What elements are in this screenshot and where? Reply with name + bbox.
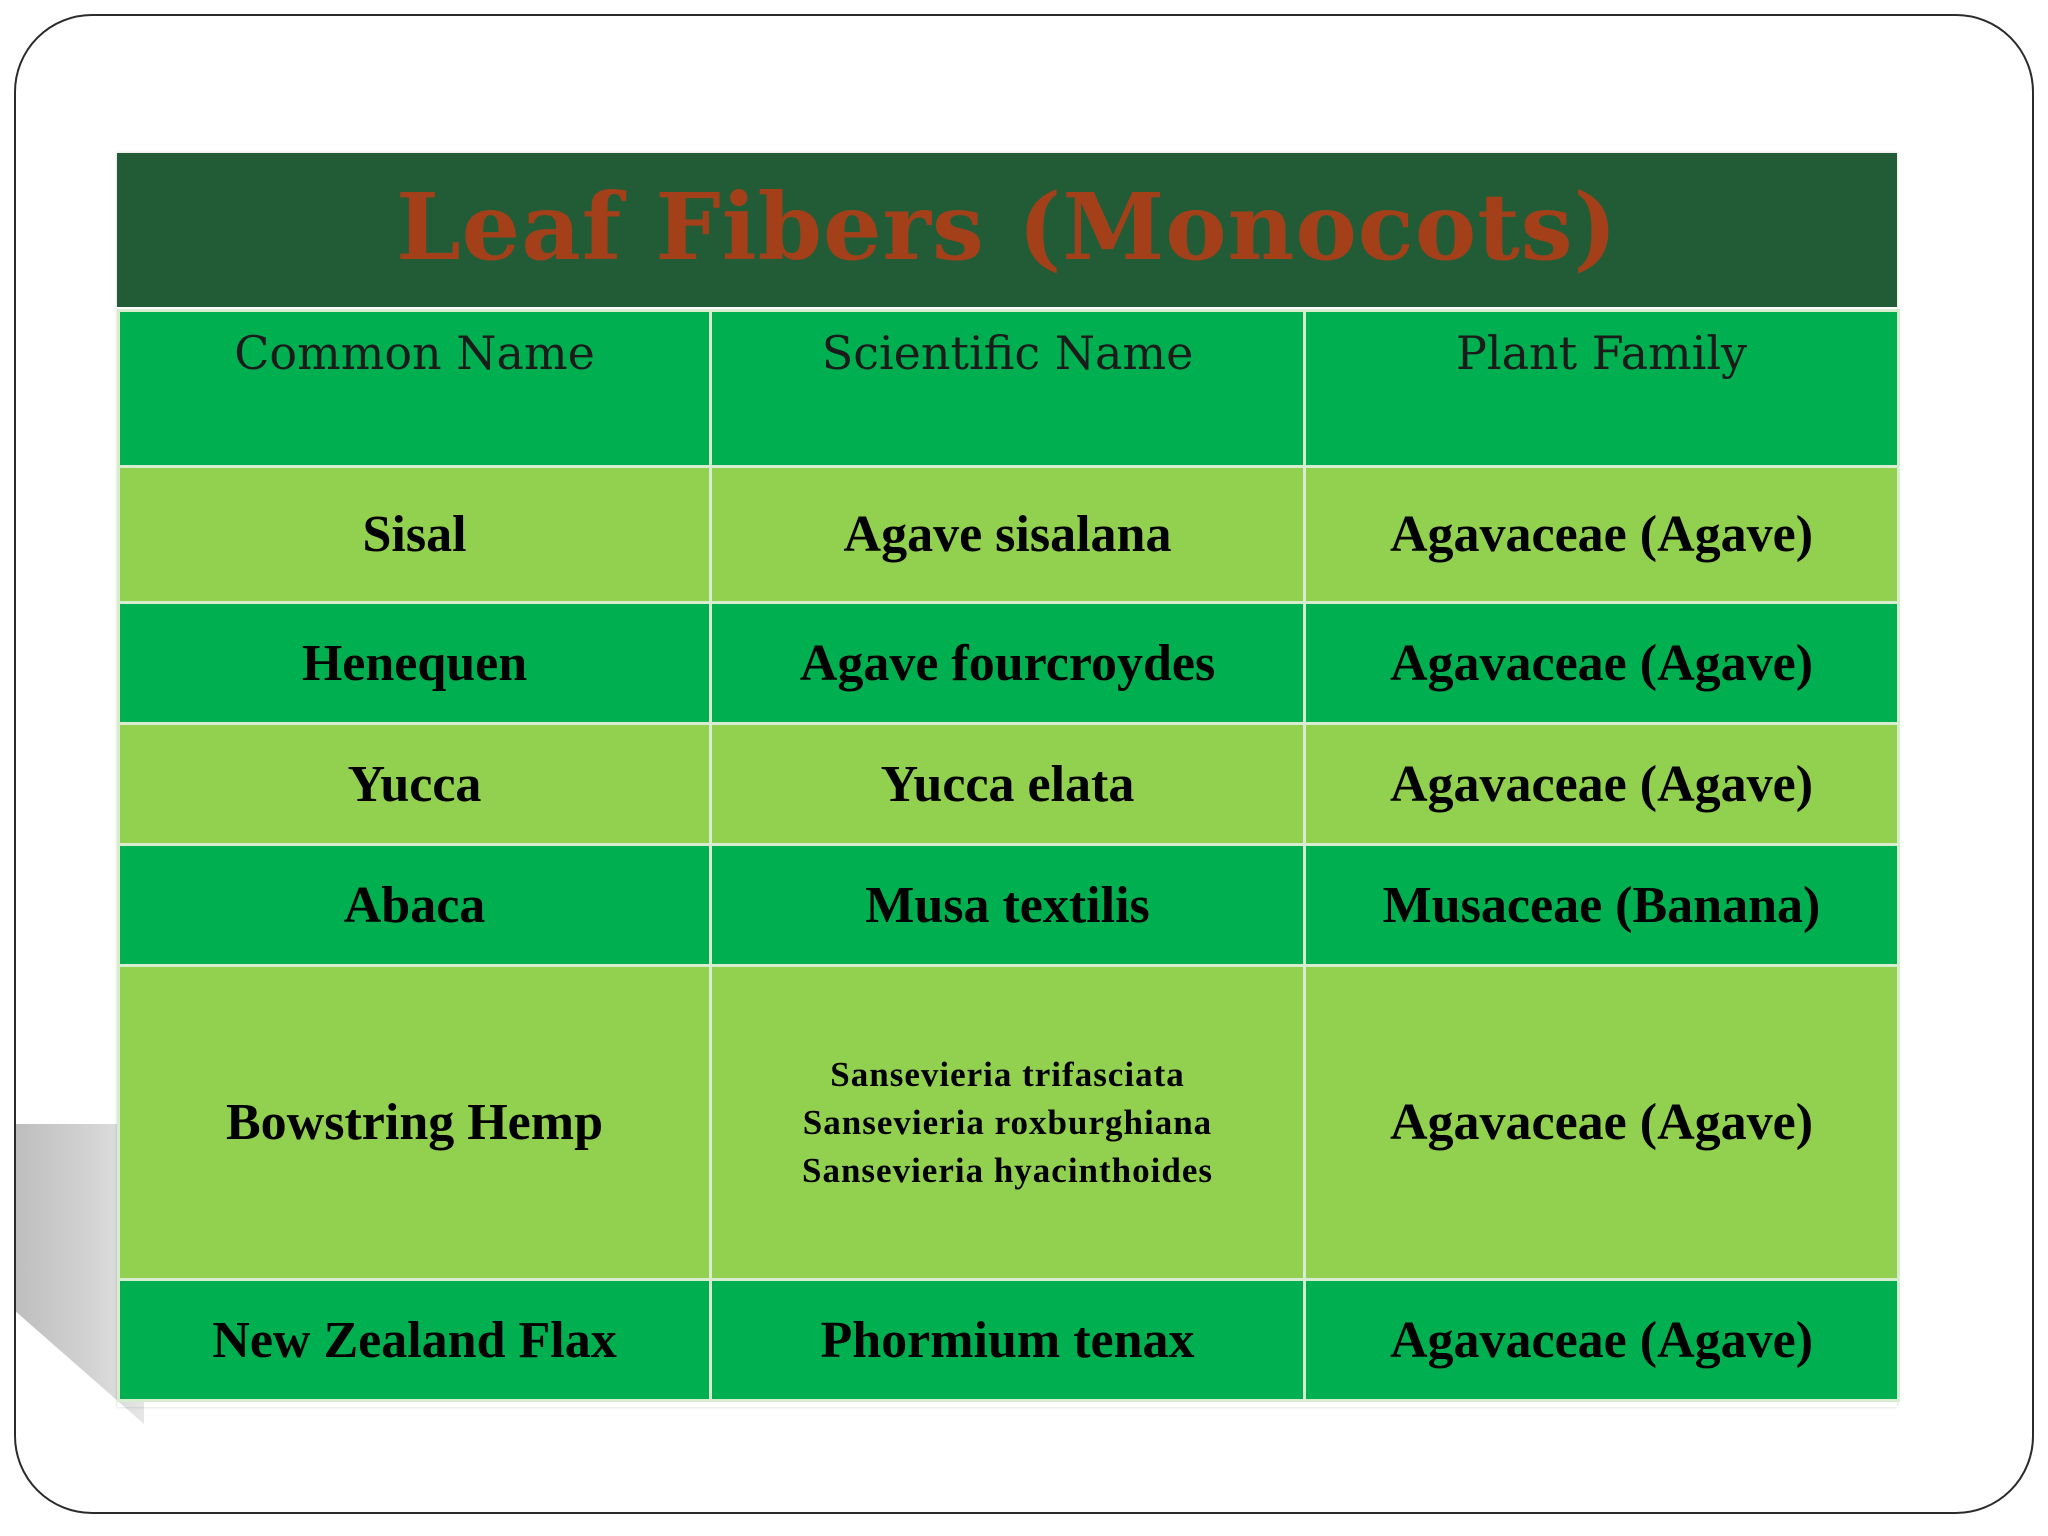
cell-scientific-name: Yucca elata — [711, 724, 1305, 845]
table-row — [119, 845, 1899, 966]
cell-scientific-name: Phormium tenax — [711, 1280, 1305, 1401]
cell-scientific-name: Agave sisalana — [711, 467, 1305, 603]
header-common-name: Common Name — [119, 311, 711, 467]
scientific-name-line: Sansevieria hyacinthoides — [801, 1150, 1213, 1190]
cell-plant-family: Agavaceae (Agave) — [1305, 603, 1899, 724]
scientific-name-line: Sansevieria roxburghiana — [802, 1102, 1213, 1142]
table-row — [119, 467, 1899, 603]
title-bar — [117, 153, 1897, 307]
table-row — [119, 966, 1899, 1280]
table-row — [119, 724, 1899, 845]
header-scientific-name: Scientific Name — [711, 311, 1305, 467]
cell-plant-family: Agavaceae (Agave) — [1305, 966, 1899, 1280]
cell-plant-family: Agavaceae (Agave) — [1305, 1280, 1899, 1401]
leaf-fibers-table — [117, 309, 1900, 1402]
cell-plant-family: Agavaceae (Agave) — [1305, 724, 1899, 845]
table-row — [119, 1280, 1899, 1401]
cell-scientific-name-list — [711, 966, 1305, 1280]
table-row — [119, 603, 1899, 724]
cell-common-name: New Zealand Flax — [119, 1280, 711, 1401]
cell-common-name: Yucca — [119, 724, 711, 845]
cell-scientific-name: Agave fourcroydes — [711, 603, 1305, 724]
cell-common-name: Sisal — [119, 467, 711, 603]
cell-common-name: Bowstring Hemp — [119, 966, 711, 1280]
cell-scientific-name: Musa textilis — [711, 845, 1305, 966]
table-header-row — [119, 311, 1899, 467]
slide-title: Leaf Fibers (Monocots) — [395, 173, 1619, 281]
cell-common-name: Henequen — [119, 603, 711, 724]
cell-common-name: Abaca — [119, 845, 711, 966]
header-plant-family: Plant Family — [1305, 311, 1899, 467]
cell-plant-family: Agavaceae (Agave) — [1305, 467, 1899, 603]
fiber-table-container — [117, 153, 1897, 1407]
scientific-name-line: Sansevieria trifasciata — [830, 1054, 1185, 1094]
cell-plant-family: Musaceae (Banana) — [1305, 845, 1899, 966]
